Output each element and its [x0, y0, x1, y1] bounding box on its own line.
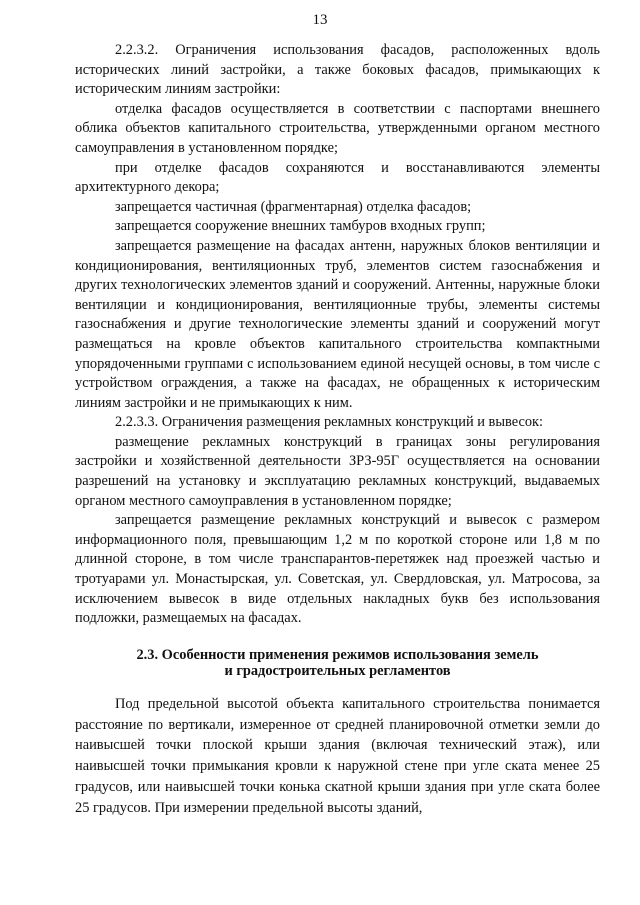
paragraph-2-2-3-2-title: 2.2.3.2. Ограничения использования фасадов, расположенных вдоль исторических линий застройки, а также боковых фасадов, примыкающих к историческим линиям застройки: [75, 42, 600, 98]
paragraph-equipment-placement: запрещается размещение на фасадах антенн, наружных блоков вентиляции и кондиционирования, вентиляционных труб, элементов систем газоснабжения и других технологических элементов зданий и сооружений. Антенны, наружные блоки вентиляции и кондиционирования, вентиляционные трубы, элементы системы газоснабжения и другие технологические элементы зданий и сооружений могут размещаться на кровле объектов капитального строительства компактными упорядоченными группами с использованием единой несущей основы, в том числе с устройством ограждения, а также на фасадах, не обращенных к историческим линиям застройки и не примыкающих к ним. [75, 237, 600, 411]
document-body [75, 41, 600, 819]
paragraph-partial-finishing-ban: запрещается частичная (фрагментарная) отделка фасадов; [115, 198, 472, 215]
paragraph-vestibule-ban: запрещается сооружение внешних тамбуров входных групп; [115, 218, 486, 235]
paragraph-2-2-3-3-title: 2.2.3.3. Ограничения размещения рекламных конструкций и вывесок: [115, 414, 544, 431]
page-number: 13 [312, 12, 328, 28]
section-heading-line-2: и градостроительных регламентов [224, 662, 451, 679]
paragraph-advertising-size-limits: запрещается размещение рекламных конструкций и вывесок с размером информационного поля, превышающим 1,2 м по короткой стороне или 1,8 м по длинной стороне, в том числе транспарантов-перетяжек над проезжей частью и тротуарами ул. Монастырская, ул. Советская, ул. Свердловская, ул. Матросова, за исключением вывесок в виде отдельных накладных букв без использования подложки, размещаемых на фасадах. [75, 512, 600, 627]
paragraph-decor-preservation: при отделке фасадов сохраняются и восстанавливаются элементы архитектурного декора; [75, 159, 600, 196]
section-heading-line-1: 2.3. Особенности применения режимов использования земель [136, 646, 539, 663]
paragraph-advertising-permits: размещение рекламных конструкций в границах зоны регулирования застройки и хозяйственной деятельности ЗРЗ-95Г осуществляется на основании разрешений на установку и эксплуатацию рекламных конструкций, выдаваемых органом местного самоуправления в установленном порядке; [75, 433, 600, 509]
section-heading-2-3 [75, 647, 600, 679]
paragraph-height-definition: Под предельной высотой объекта капитального строительства понимается расстояние по вертикали, измеренное от средней планировочной отметки земли до наивысшей точки плоской крыши здания (включая технический этаж), или наивысшей точки примыкания кровли к наружной стене при угле ската менее 25 градусов, или наивысшей точки конька скатной крыши здания при угле ската более 25 градусов. При измерении предельной высоты зданий, [75, 695, 600, 816]
paragraph-facade-finishing: отделка фасадов осуществляется в соответствии с паспортами внешнего облика объектов капитального строительства, утвержденными органом местного самоуправления в установленном порядке; [75, 100, 600, 156]
